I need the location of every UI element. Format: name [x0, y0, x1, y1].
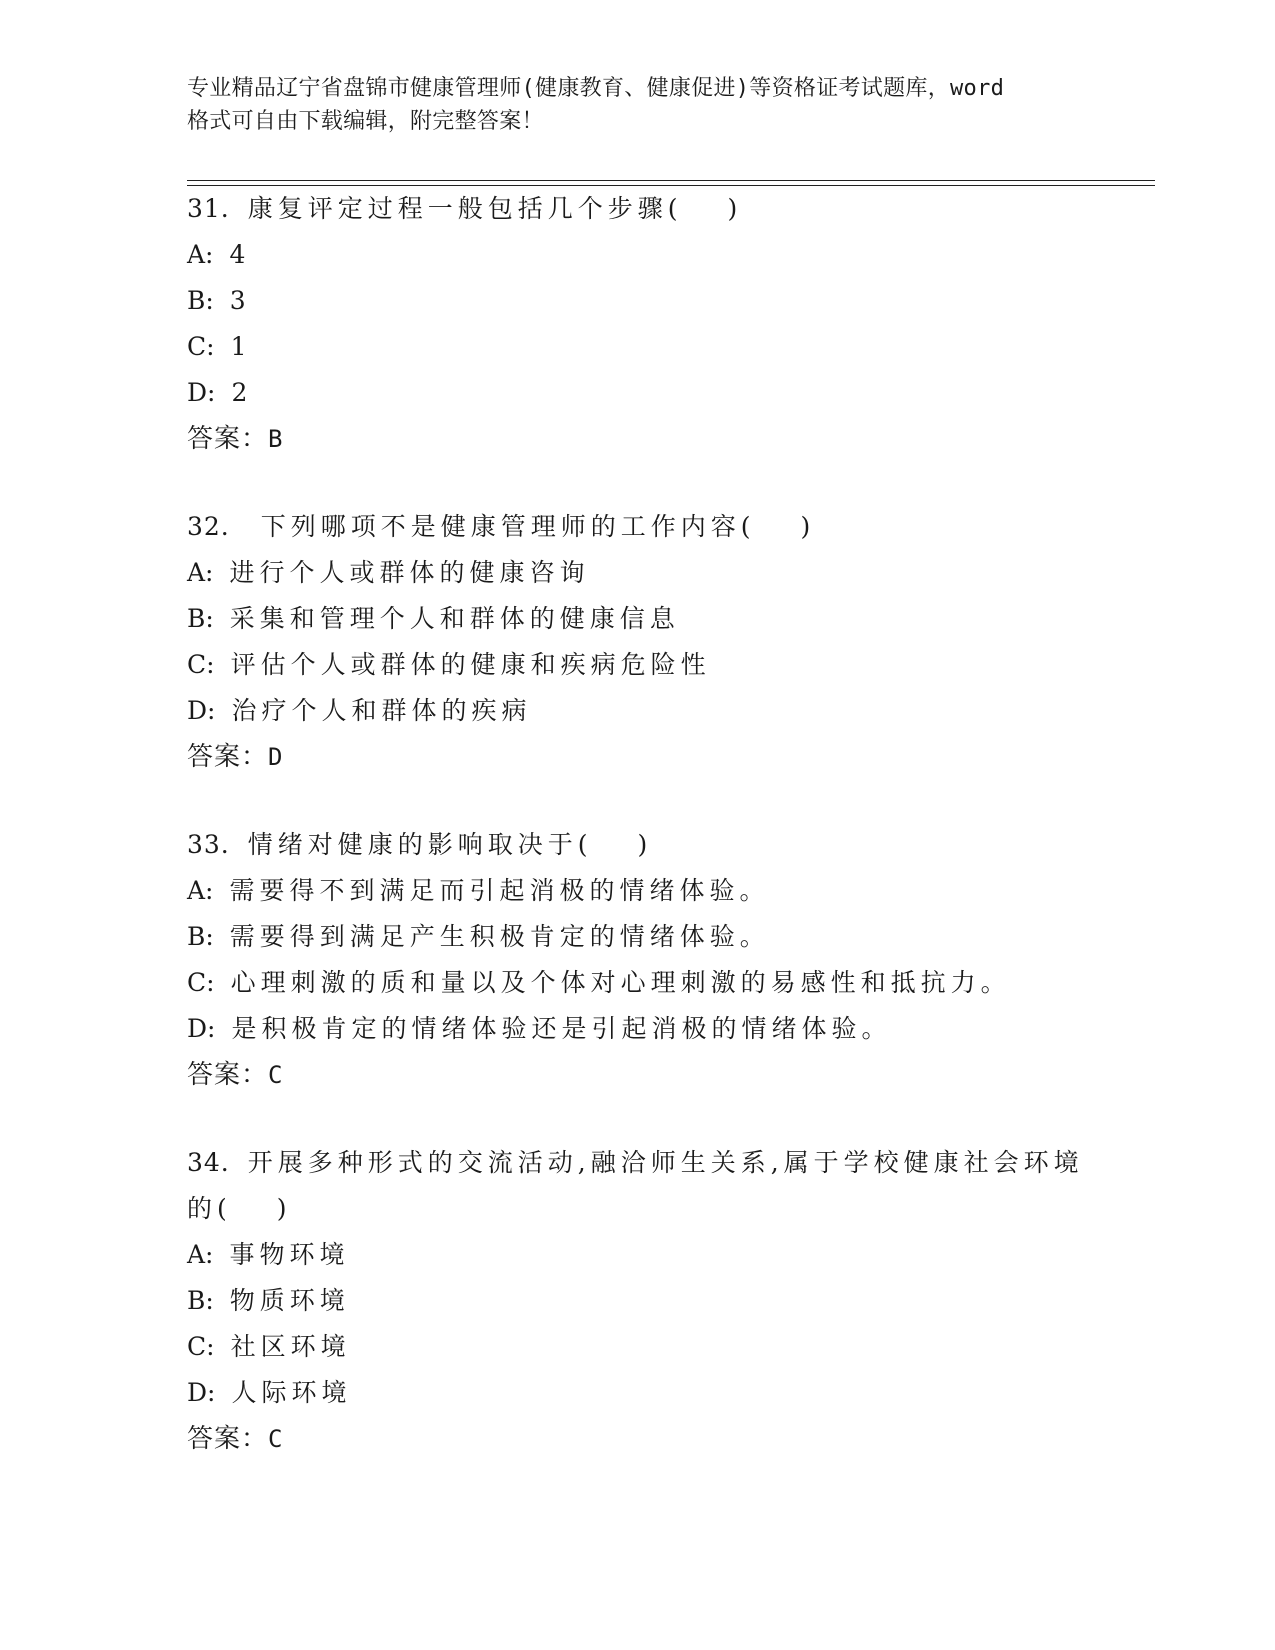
- option-c: [187, 1324, 1087, 1370]
- option-key: A:: [187, 1240, 214, 1269]
- option-d: [187, 1370, 1087, 1416]
- question-text: 开展多种形式的交流活动,融洽师生关系,属于学校健康社会环境的: [187, 1148, 1084, 1223]
- question-32: [187, 504, 1087, 780]
- option-text: 人际环境: [231, 1378, 352, 1407]
- question-stem: [187, 186, 1087, 232]
- question-31: [187, 186, 1087, 462]
- option-a: [187, 868, 1087, 914]
- option-text: 需要得不到满足而引起消极的情绪体验。: [229, 876, 770, 905]
- option-text: 需要得到满足产生积极肯定的情绪体验。: [229, 922, 770, 951]
- answer-value: C: [268, 1061, 284, 1089]
- answer-line: [187, 1416, 1087, 1462]
- answer-label: 答案：: [187, 424, 269, 454]
- question-text: 康复评定过程一般包括几个步骤: [247, 194, 668, 223]
- option-key: A:: [187, 558, 214, 587]
- question-list: [187, 186, 1087, 1504]
- question-text: 情绪对健康的影响取决于: [247, 830, 578, 859]
- option-a: [187, 232, 1087, 278]
- option-a: [187, 550, 1087, 596]
- option-b: [187, 596, 1087, 642]
- answer-line: [187, 1052, 1087, 1098]
- document-header: [187, 72, 1097, 138]
- option-key: C:: [187, 968, 215, 997]
- option-text: 4: [229, 240, 251, 269]
- question-number: 33.: [187, 830, 230, 859]
- option-text: 1: [230, 332, 252, 361]
- option-d: [187, 688, 1087, 734]
- question-stem: [187, 822, 1087, 868]
- question-stem: [187, 1140, 1087, 1232]
- option-c: [187, 960, 1087, 1006]
- question-number: 34.: [187, 1148, 230, 1177]
- option-key: A:: [187, 876, 214, 905]
- answer-label: 答案：: [187, 1424, 269, 1454]
- option-text: 物质环境: [229, 1286, 350, 1315]
- option-key: A:: [187, 240, 214, 269]
- option-key: B:: [187, 286, 214, 315]
- answer-value: D: [268, 743, 284, 771]
- answer-blank: ( ): [577, 830, 648, 859]
- option-key: B:: [187, 922, 214, 951]
- option-text: 评估个人或群体的健康和疾病危险性: [230, 650, 711, 679]
- answer-label: 答案：: [187, 1060, 269, 1090]
- option-text: 采集和管理个人和群体的健康信息: [229, 604, 680, 633]
- option-key: C:: [187, 650, 215, 679]
- question-stem: [187, 504, 1087, 550]
- option-key: B:: [187, 1286, 214, 1315]
- header-line-1: 专业精品辽宁省盘锦市健康管理师(健康教育、健康促进)等资格证考试题库，word: [187, 76, 1005, 101]
- option-d: [187, 370, 1087, 416]
- question-text: 下列哪项不是健康管理师的工作内容: [247, 512, 741, 541]
- answer-label: 答案：: [187, 742, 269, 772]
- answer-line: [187, 734, 1087, 780]
- option-text: 是积极肯定的情绪体验还是引起消极的情绪体验。: [231, 1014, 892, 1043]
- option-d: [187, 1006, 1087, 1052]
- question-34: [187, 1140, 1087, 1462]
- option-text: 治疗个人和群体的疾病: [231, 696, 532, 725]
- option-key: B:: [187, 604, 214, 633]
- option-text: 事物环境: [229, 1240, 350, 1269]
- option-key: D:: [187, 1378, 216, 1407]
- option-a: [187, 1232, 1087, 1278]
- option-c: [187, 324, 1087, 370]
- option-key: D:: [187, 1014, 216, 1043]
- answer-blank: ( ): [217, 1194, 287, 1223]
- option-c: [187, 642, 1087, 688]
- option-key: D:: [187, 378, 216, 407]
- option-text: 3: [229, 286, 251, 315]
- option-key: D:: [187, 696, 216, 725]
- question-number: 32.: [187, 512, 230, 541]
- answer-blank: ( ): [667, 194, 738, 223]
- answer-blank: ( ): [740, 512, 811, 541]
- header-line-2: 格式可自由下载编辑，附完整答案！: [187, 109, 544, 134]
- option-text: 进行个人或群体的健康咨询: [229, 558, 590, 587]
- answer-line: [187, 416, 1087, 462]
- option-text: 2: [231, 378, 253, 407]
- header-divider-top: [187, 180, 1155, 181]
- answer-value: B: [268, 425, 284, 453]
- option-text: 心理刺激的质和量以及个体对心理刺激的易感性和抵抗力。: [230, 968, 1011, 997]
- option-text: 社区环境: [230, 1332, 351, 1361]
- option-b: [187, 914, 1087, 960]
- option-b: [187, 1278, 1087, 1324]
- option-b: [187, 278, 1087, 324]
- option-key: C:: [187, 332, 215, 361]
- question-number: 31.: [187, 194, 230, 223]
- answer-value: C: [268, 1425, 284, 1453]
- question-33: [187, 822, 1087, 1098]
- option-key: C:: [187, 1332, 215, 1361]
